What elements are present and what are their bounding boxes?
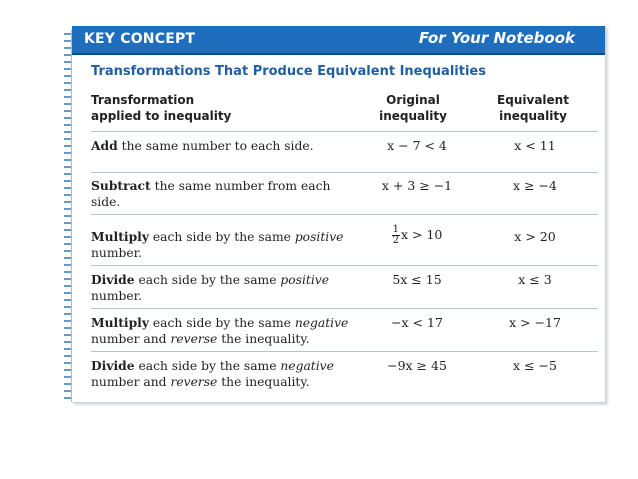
table-row-original xyxy=(372,225,462,246)
row-text: number. xyxy=(91,289,143,303)
row-text: number. xyxy=(91,246,143,260)
column-header-line: applied to inequality xyxy=(91,109,232,123)
header-title: KEY CONCEPT xyxy=(84,31,196,47)
row-emphasis: reverse xyxy=(170,332,218,346)
column-header-equivalent xyxy=(492,92,574,124)
table-row-description xyxy=(91,138,361,154)
table-row-equivalent: x > 20 xyxy=(514,229,556,244)
row-text: each side by the same xyxy=(149,230,295,244)
row-text: the same number to each side. xyxy=(117,139,314,153)
row-keyword: Add xyxy=(91,138,118,153)
table-row-description xyxy=(91,178,361,210)
table-row-description xyxy=(91,315,361,347)
row-text: number and xyxy=(91,332,171,346)
row-text: the inequality. xyxy=(217,332,310,346)
section-title: Transformations That Produce Equivalent Inequalities xyxy=(91,64,486,79)
table-row-original: 5x ≤ 15 xyxy=(392,272,442,287)
table-row-original: −9x ≥ 45 xyxy=(387,358,447,373)
original-expression: x > 10 xyxy=(400,227,443,242)
row-emphasis: negative xyxy=(280,359,334,373)
table-divider xyxy=(91,172,598,173)
table-row-equivalent: x ≤ −5 xyxy=(513,358,557,373)
row-text: the same number from each xyxy=(150,179,331,193)
fraction-numerator: 1 xyxy=(392,224,399,235)
column-header-line: inequality xyxy=(379,109,447,123)
table-divider xyxy=(91,308,598,309)
column-header-line: inequality xyxy=(499,109,567,123)
row-emphasis: positive xyxy=(280,273,330,287)
column-header-line: Transformation xyxy=(91,93,195,107)
table-row-equivalent: x ≥ −4 xyxy=(513,178,557,193)
key-concept-card xyxy=(72,26,606,403)
row-keyword: Subtract xyxy=(91,178,151,193)
table-row-description xyxy=(91,272,361,304)
column-header-original xyxy=(372,92,454,124)
header-note: For Your Notebook xyxy=(418,29,575,47)
table-divider xyxy=(91,131,598,132)
table-row-equivalent: x > −17 xyxy=(509,315,561,330)
table-row-equivalent: x < 11 xyxy=(514,138,556,153)
table-row-original: −x < 17 xyxy=(391,315,443,330)
row-keyword: Divide xyxy=(91,358,135,373)
row-keyword: Divide xyxy=(91,272,135,287)
row-emphasis: reverse xyxy=(170,375,218,389)
card-header xyxy=(72,26,605,55)
row-text: the inequality. xyxy=(217,375,310,389)
table-row-original: x + 3 ≥ −1 xyxy=(381,178,453,193)
row-text: side. xyxy=(91,195,121,209)
table-row-description xyxy=(91,229,361,261)
table-row-original: x − 7 < 4 xyxy=(387,138,447,153)
column-header-transformation xyxy=(91,92,231,124)
column-header-line: Original xyxy=(386,93,440,107)
row-text: each side by the same xyxy=(134,273,281,287)
row-keyword: Multiply xyxy=(91,315,149,330)
row-emphasis: positive xyxy=(294,230,344,244)
row-text: each side by the same xyxy=(134,359,281,373)
row-keyword: Multiply xyxy=(91,229,149,244)
row-text: number and xyxy=(91,375,171,389)
column-header-line: Equivalent xyxy=(497,93,569,107)
table-divider xyxy=(91,214,598,215)
fraction-one-half xyxy=(392,225,400,246)
row-text: each side by the same xyxy=(149,316,295,330)
row-emphasis: negative xyxy=(294,316,349,330)
table-divider xyxy=(91,351,598,352)
table-row-description xyxy=(91,358,361,390)
table-row-equivalent: x ≤ 3 xyxy=(518,272,552,287)
table-divider xyxy=(91,265,598,266)
fraction-denominator: 2 xyxy=(392,235,399,246)
